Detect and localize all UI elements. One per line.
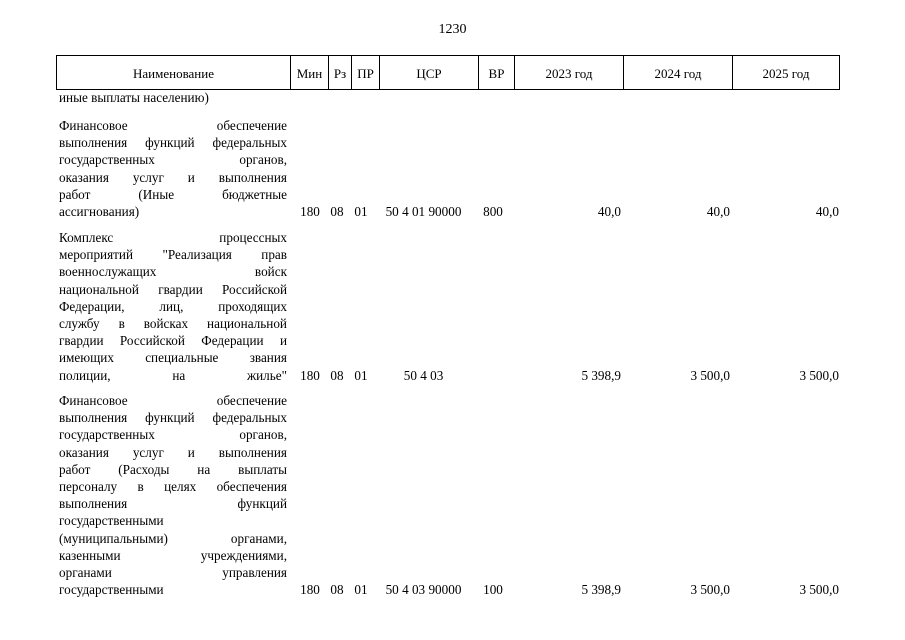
cell-2023: 5 398,9 (581, 367, 621, 383)
cell-rz: 08 (330, 367, 344, 383)
table-header (56, 55, 840, 90)
row-name (59, 392, 287, 598)
cell-vr: 800 (483, 204, 503, 219)
row-name-line: работ (Иные бюджетные (59, 186, 287, 202)
cell-csr: 50 4 03 90000 (385, 582, 462, 598)
cell-2023: 40,0 (597, 204, 621, 219)
row-name-line: государственными (59, 513, 164, 529)
page-number: 1230 (438, 22, 467, 37)
cell-min: 180 (300, 367, 320, 383)
row-name-line: органами управления (59, 565, 287, 581)
cell-2024: 3 500,0 (690, 367, 730, 383)
row-name-line: оказания услуг и выполнения (59, 444, 287, 460)
row-name-line: имеющих специальные звания (59, 350, 287, 366)
row-name-line: работ (Расходы на выплаты (59, 461, 287, 477)
cell-pr: 01 (354, 367, 368, 383)
cell-csr: 50 4 01 90000 (385, 204, 462, 219)
cell-2025: 40,0 (815, 204, 839, 219)
row-name-line: (муниципальными) органами, (59, 530, 287, 546)
row-name-line: государственными (59, 582, 164, 598)
row-name (59, 229, 287, 384)
row-name-line: выполнения функций федеральных (59, 135, 287, 151)
row-name-line: казенными учреждениями, (59, 547, 287, 563)
header-2025: 2025 год (762, 66, 810, 81)
row-name-line: Финансовое обеспечение (59, 118, 287, 133)
cell-pr: 01 (354, 582, 368, 598)
cell-2025: 3 500,0 (799, 582, 839, 598)
row-name-line: полиции, на жилье" (59, 367, 287, 383)
header-2023: 2023 год (515, 56, 624, 89)
row-name-line: государственных органов, (59, 427, 287, 443)
row-name (59, 117, 287, 220)
header-pr: ПР (352, 56, 380, 89)
header-csr: ЦСР (380, 56, 479, 89)
cell-vr: 100 (483, 582, 503, 598)
cell-2024: 3 500,0 (690, 582, 730, 598)
header-name: Наименование (57, 56, 291, 89)
row-name-line: службу в войсках национальной (59, 316, 287, 332)
row-name-line: гвардии Российской Федерации и (59, 333, 287, 349)
row-name-line: персоналу в целях обеспечения (59, 479, 287, 495)
cell-min: 180 (300, 582, 320, 598)
continuation-text: иные выплаты населению) (59, 90, 209, 105)
cell-2025: 3 500,0 (799, 367, 839, 383)
cell-csr: 50 4 03 (403, 367, 444, 383)
cell-2024: 40,0 (706, 204, 730, 219)
row-name-line: выполнения функций федеральных (59, 410, 287, 426)
cell-min: 180 (300, 204, 320, 219)
header-min: Мин (291, 56, 329, 89)
row-name-line: оказания услуг и выполнения (59, 169, 287, 185)
row-name-line: Федерации, лиц, проходящих (59, 298, 287, 314)
row-name-line: военнослужащих войск (59, 264, 287, 280)
header-2024: 2024 год (624, 56, 733, 89)
row-name-line: ассигнования) (59, 204, 140, 220)
row-name-line: мероприятий "Реализация прав (59, 247, 287, 263)
cell-rz: 08 (330, 204, 344, 219)
header-vr: ВР (479, 56, 515, 89)
row-name-line: Финансовое обеспечение (59, 393, 287, 408)
cell-pr: 01 (354, 204, 368, 219)
cell-rz: 08 (330, 582, 344, 598)
row-name-line: Комплекс процессных (59, 230, 287, 245)
row-name-line: национальной гвардии Российской (59, 281, 287, 297)
row-name-line: выполнения функций (59, 496, 287, 512)
header-rz: Рз (329, 56, 352, 89)
cell-2023: 5 398,9 (581, 582, 621, 598)
row-name-line: государственных органов, (59, 152, 287, 168)
